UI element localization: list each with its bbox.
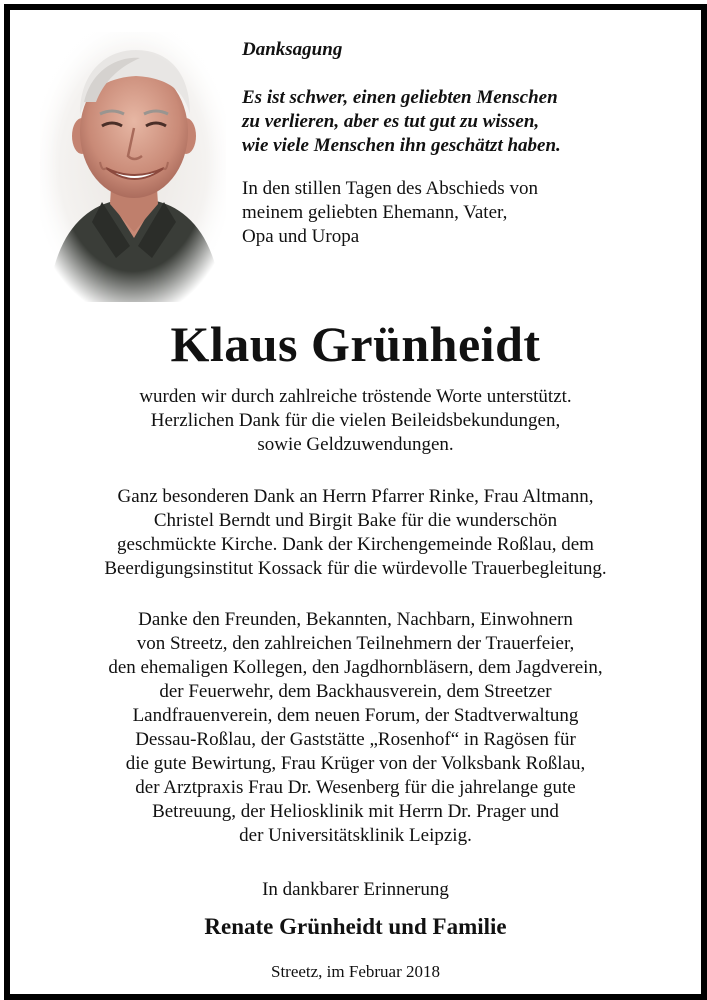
quote: [242, 86, 682, 158]
paragraph-line: Danke den Freunden, Bekannten, Nachbarn, Einwohnern: [138, 609, 573, 630]
paragraph-line: der Feuerwehr, dem Backhausverein, dem Streetzer: [159, 681, 552, 702]
paragraph-line: von Streetz, den zahlreichen Teilnehmern der Trauerfeier,: [136, 633, 575, 654]
farewell-line: Opa und Uropa: [242, 226, 360, 247]
obituary-notice: [4, 4, 707, 1000]
paragraph-line: Herzlichen Dank für die vielen Beileidsbekundungen,: [150, 410, 561, 431]
thanks-paragraph-2: [10, 485, 701, 581]
paragraph-line: wurden wir durch zahlreiche tröstende Worte unterstützt.: [139, 386, 572, 407]
notice-heading: Danksagung: [242, 39, 343, 60]
thanks-paragraph-1: [10, 385, 701, 457]
quote-line: wie viele Menschen ihn geschätzt haben.: [242, 135, 561, 156]
farewell-line: meinem geliebten Ehemann, Vater,: [242, 202, 508, 223]
paragraph-line: Betreuung, der Heliosklinik mit Herrn Dr. Prager und: [152, 801, 559, 822]
paragraph-line: Beerdigungsinstitut Kossack für die würdevolle Trauerbegleitung.: [104, 558, 607, 579]
paragraph-line: der Arztpraxis Frau Dr. Wesenberg für die jahrelange gute: [135, 777, 576, 798]
paragraph-line: Dessau-Roßlau, der Gaststätte „Rosenhof“ in Ragösen für: [135, 729, 576, 750]
paragraph-line: Christel Berndt und Birgit Bake für die wunderschön: [153, 510, 558, 531]
portrait-photo-icon: [40, 32, 226, 302]
paragraph-line: geschmückte Kirche. Dank der Kirchengemeinde Roßlau, dem: [117, 534, 594, 555]
quote-line: Es ist schwer, einen geliebten Menschen: [242, 87, 558, 108]
place-date: Streetz, im Februar 2018: [270, 962, 440, 981]
quote-line: zu verlieren, aber es tut gut zu wissen,: [242, 111, 540, 132]
paragraph-line: der Universitätsklinik Leipzig.: [239, 825, 472, 846]
deceased-name: Klaus Grünheidt: [170, 316, 541, 372]
paragraph-line: die gute Bewirtung, Frau Krüger von der Volksbank Roßlau,: [125, 753, 586, 774]
closing-phrase: In dankbarer Erinnerung: [262, 879, 449, 900]
farewell-text: [242, 177, 682, 249]
paragraph-line: den ehemaligen Kollegen, den Jagdhornbläsern, dem Jagdverein,: [108, 657, 603, 678]
paragraph-line: sowie Geldzuwendungen.: [257, 434, 454, 455]
paragraph-line: Ganz besonderen Dank an Herrn Pfarrer Rinke, Frau Altmann,: [117, 486, 594, 507]
farewell-line: In den stillen Tagen des Abschieds von: [242, 178, 538, 199]
intro-section: [242, 38, 682, 249]
paragraph-line: Landfrauenverein, dem neuen Forum, der Stadtverwaltung: [132, 705, 579, 726]
thanks-paragraph-3: [10, 608, 701, 848]
family-signature: Renate Grünheidt und Familie: [204, 914, 507, 939]
